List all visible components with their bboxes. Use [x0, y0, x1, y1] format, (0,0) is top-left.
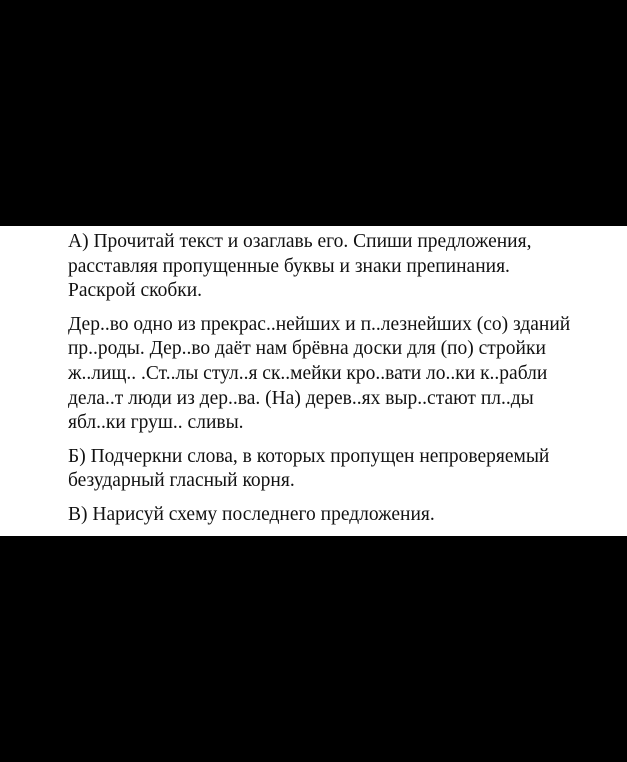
task-b-line: Б) Подчеркни слова, в которых пропущен непроверяемый — [68, 445, 550, 467]
task-c-instruction — [68, 503, 615, 528]
exercise-text — [68, 313, 615, 436]
task-b-line: безударный гласный корня. — [68, 470, 295, 492]
task-a-line: расставляя пропущенные буквы и знаки препинания. — [68, 255, 510, 277]
task-c-line: В) Нарисуй схему последнего предложения. — [68, 503, 435, 525]
task-a-instruction — [68, 230, 615, 304]
top-black-bar — [0, 0, 627, 226]
exercise-text-line: пр..роды. Дер..во даёт нам брёвна доски для (по) стройки — [68, 338, 546, 360]
exercise-text-line: Дер..во одно из прекрас..нейших и п..лезнейших (со) зданий — [68, 313, 571, 335]
bottom-black-bar — [0, 536, 627, 762]
task-a-line: А) Прочитай текст и озаглавь его. Спиши предложения, — [68, 231, 532, 252]
document-page — [0, 226, 627, 536]
exercise-text-line: дела..т люди из дер..ва. (На) дерев..ях выр..стают пл..ды — [68, 387, 534, 409]
task-a-line: Раскрой скобки. — [68, 280, 203, 302]
exercise-text-line: ж..лищ.. .Ст..лы стул..я ск..мейки кро..вати ло..ки к..рабли — [68, 362, 548, 384]
task-b-instruction — [68, 445, 615, 494]
exercise-text-line: ябл..ки груш.. сливы. — [68, 412, 244, 434]
